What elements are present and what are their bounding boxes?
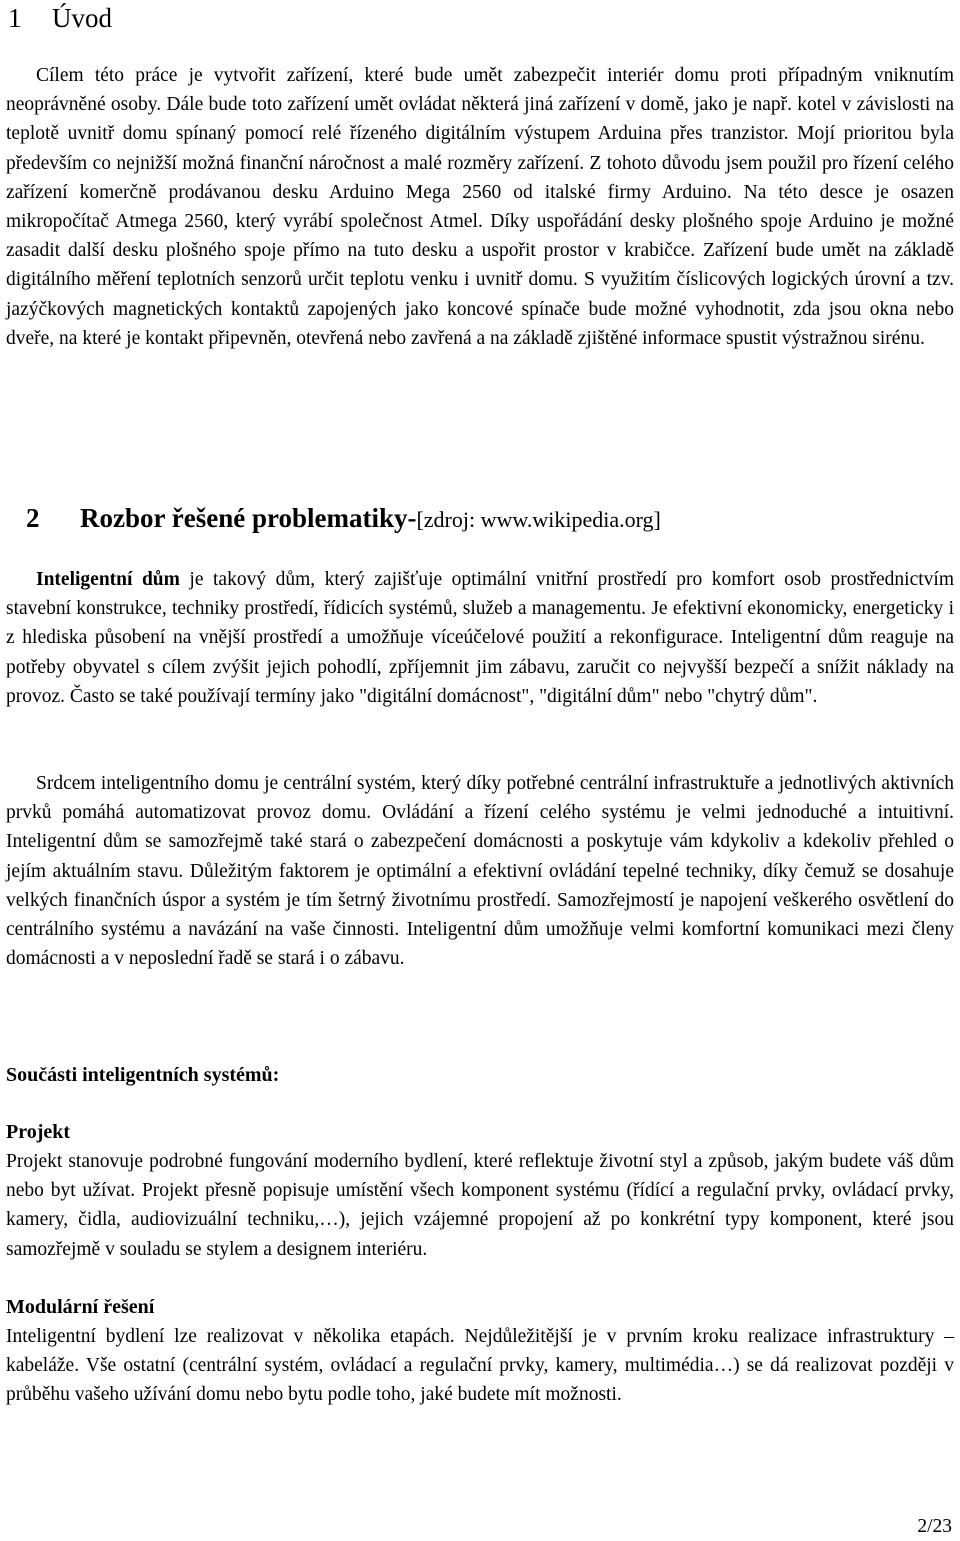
components-heading: Součásti inteligentních systémů:: [6, 1064, 280, 1086]
smart-home-term: Inteligentní dům: [36, 569, 180, 590]
smart-home-definition-paragraph: [6, 565, 954, 711]
section-2-source: [zdroj: www.wikipedia.org]: [416, 507, 661, 532]
section-1-heading: [8, 0, 112, 36]
modular-paragraph: Inteligentní bydlení lze realizovat v několika etapách. Nejdůležitější je v prvním kroku realizace infrastruktury – kabeláže. Vše ostatní (centrální systém, ovládací a regulační prvky, kamery, multimédia…) se dá realizovat později v průběhu vašeho užívání domu nebo bytu podle toho, jaké budete mít možnosti.: [6, 1326, 954, 1406]
projekt-heading: Projekt: [6, 1121, 71, 1143]
page-number: 2/23: [917, 1516, 952, 1537]
central-system-paragraph: Srdcem inteligentního domu je centrální systém, který díky potřebné centrální infrastruktuře a jednotlivých aktivních prvků pomáhá automatizovat provoz domu. Ovládání a řízení celého systému je velmi jednoduché a intuitivní. Inteligentní dům se samozřejmě také stará o zabezpečení domácnosti a poskytuje vám kdykoliv a kdekoliv přehled o jejím aktuálním stavu. Důležitým faktorem je optimální a efektivní ovládání tepelné techniky, díky čemuž se dosahuje velkých finančních úspor a systém je tím šetrný životnímu prostředí. Samozřejmostí je napojení veškerého osvětlení do centrálního systému a navázání na vaše činnosti. Inteligentní dům umožňuje velmi komfortní komunikaci mezi členy domácnosti a v neposlední řadě se stará i o zábavu.: [6, 773, 954, 970]
section-2-heading: [26, 500, 661, 538]
section-1-number: 1: [8, 3, 22, 33]
intro-paragraph: Cílem této práce je vytvořit zařízení, které bude umět zabezpečit interiér domu proti případným vniknutím neoprávněné osoby. Dále bude toto zařízení umět ovládat některá jiná zařízení v domě, jako je např. kotel v závislosti na teplotě uvnitř domu spínaný pomocí relé řízeného digitálním výstupem Arduina přes tranzistor. Mojí prioritou byla především co nejnižší možná finanční náročnost a malé rozměry zařízení. Z tohoto důvodu jsem použil pro řízení celého zařízení komerčně prodávanou desku Arduino Mega 2560 od italské firmy Arduino. Na této desce je osazen mikropočítač Atmega 2560, který vyrábí společnost Atmel. Díky uspořádání desky plošného spoje Arduino je možné zasadit další desku plošného spoje přímo na tuto desku a uspořit prostor v krabičce. Zařízení bude umět na základě digitálního měření teplotních senzorů určit teplotu venku i uvnitř domu. S využitím číslicových logických úrovní a tzv. jazýčkových magnetických kontaktů zapojených jako koncové spínače bude možné vyhodnotit, zda jsou okna nebo dveře, na které je kontakt připevněn, otevřená nebo zavřená a na základě zjištěné informace spustit výstražnou sirénu.: [6, 65, 954, 349]
projekt-paragraph: Projekt stanovuje podrobné fungování moderního bydlení, které reflektuje životní styl a způsob, jakým budete váš dům nebo byt užívat. Projekt přesně popisuje umístění všech komponent systému (řídící a regulační prvky, ovládací prvky, kamery, čidla, audiovizuální techniku,…), jejich vzájemné propojení až po konkrétní typy komponent, které jsou samozřejmě v souladu se stylem a designem interiéru.: [6, 1151, 954, 1260]
smart-home-definition-text: je takový dům, který zajišťuje optimální vnitřní prostředí pro komfort osob prostřednictvím stavební konstrukce, techniky prostředí, řídicích systémů, služeb a managementu. Je efektivní ekonomicky, energeticky i z hlediska působení na vnější prostředí a umožňuje víceúčelové použití a rekonfigurace. Inteligentní dům reaguje na potřeby obyvatel s cílem zvýšit jejich pohodlí, zpříjemnit jim zábavu, zaručit co nejvyšší bezpečí a snížit náklady na provoz. Často se také používají termíny jako "digitální domácnost", "digitální dům" nebo "chytrý dům".: [6, 569, 954, 707]
section-2-title: Rozbor řešené problematiky-: [80, 503, 417, 533]
section-2-number: 2: [26, 503, 40, 533]
modular-heading: Modulární řešení: [6, 1296, 155, 1318]
section-1-title: Úvod: [52, 3, 112, 33]
